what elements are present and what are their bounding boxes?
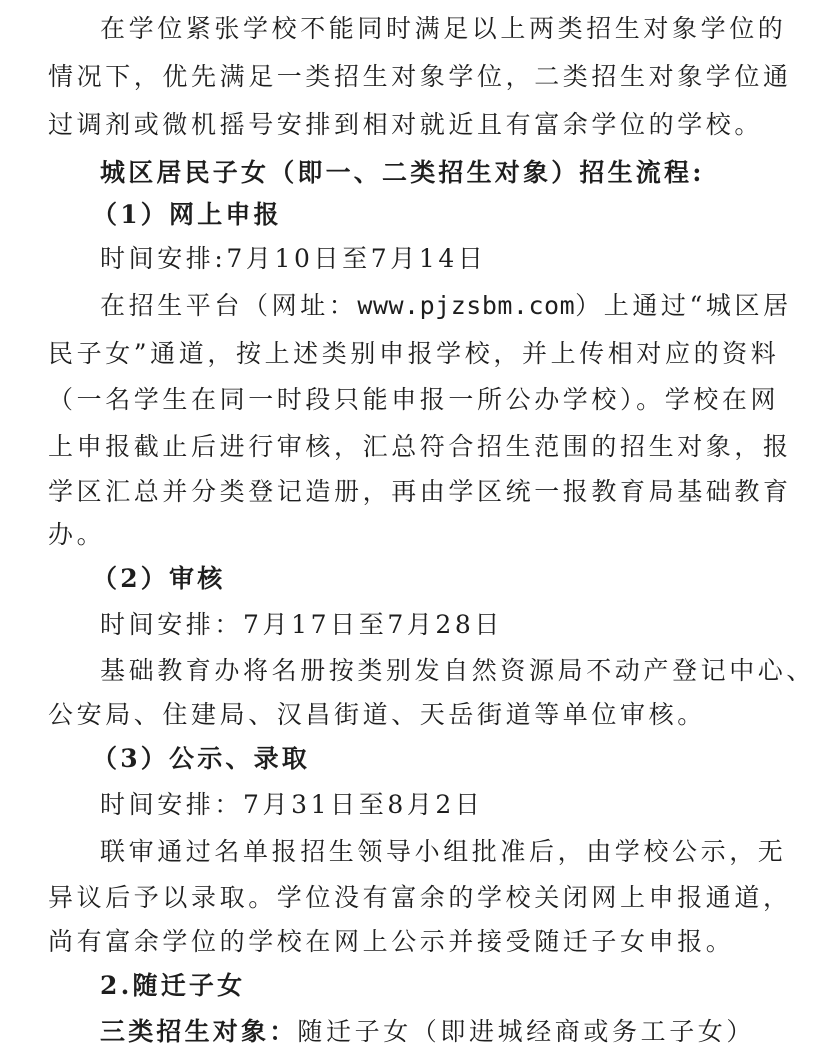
section2-heading: 2.随迁子女 [100,971,246,1000]
step2-body-line: 基础教育办将名册按类别发自然资源局不动产登记中心、 [100,656,816,685]
step1-body-line: 民子女”通道，按上述类别申报学校，并上传相对应的资料 [48,339,780,368]
section2-line [100,1017,755,1047]
category-text: 随迁子女（即进城经商或务工子女） [297,1017,756,1046]
step3-body-line: 尚有富余学位的学校在网上公示并接受随迁子女申报。 [48,927,735,956]
step2-time: 时间安排：7月17日至7月28日 [100,610,504,639]
step1-time: 时间安排:7月10日至7月14日 [100,244,487,273]
step1-body-line: （一名学生在同一时段只能申报一所公办学校）。学校在网 [48,385,780,414]
paragraph-line: 在学位紧张学校不能同时满足以上两类招生对象学位的 [100,14,787,43]
step3-time: 时间安排：7月31日至8月2日 [100,790,484,819]
step1-body-line1 [100,291,792,321]
step2-heading: （2）审核 [92,564,226,593]
paragraph-line: 过调剂或微机摇号安排到相对就近且有富余学位的学校。 [48,110,764,139]
step1-body-text: 在招生平台（网址： [100,291,358,320]
step1-body-line: 上申报截止后进行审核，汇总符合招生范围的招生对象，报 [48,432,792,461]
step1-body-text: ）上通过“城区居 [575,291,792,320]
category-label: 三类招生对象： [100,1017,298,1046]
step3-body-line: 联审通过名单报招生领导小组批准后，由学校公示，无 [100,837,787,866]
step3-heading: （3）公示、录取 [92,744,310,773]
step3-body-line: 异议后予以录取。学位没有富余的学校关闭网上申报通道， [48,883,792,912]
step1-body-line: 办。 [48,520,106,549]
step1-heading: （1）网上申报 [92,200,282,229]
paragraph-line: 情况下，优先满足一类招生对象学位，二类招生对象学位通 [48,62,792,91]
website-url: www.pjzsbm.com [357,291,576,320]
step1-body-line: 学区汇总并分类登记造册，再由学区统一报教育局基础教育 [48,477,792,506]
process-heading: 城区居民子女（即一、二类招生对象）招生流程: [100,158,705,187]
step2-body-line: 公安局、住建局、汉昌街道、天岳街道等单位审核。 [48,700,706,729]
